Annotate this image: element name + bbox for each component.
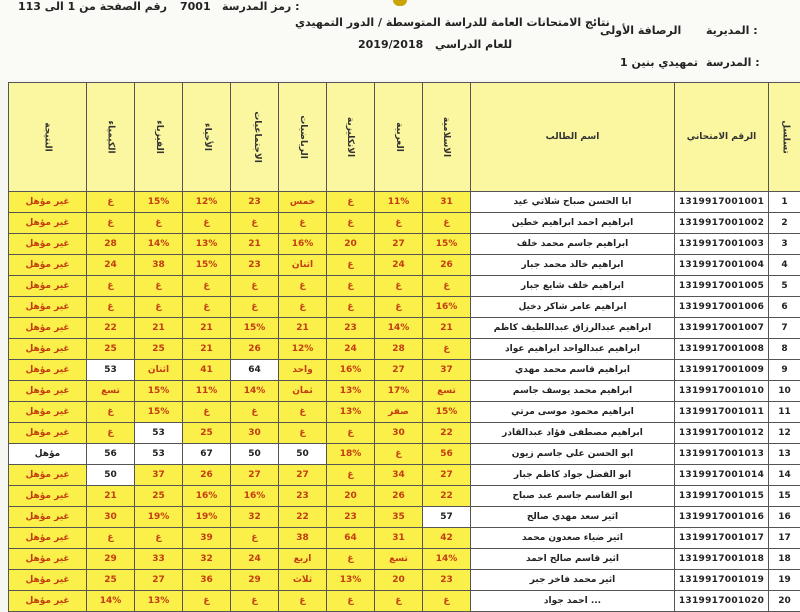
table-row [9,444,800,465]
col-header-name: اسم الطالب [471,83,675,192]
cell-result: مؤهل [9,444,87,465]
cell-chemistry: 21 [87,486,135,507]
cell-english: غ [327,255,375,276]
cell-math: 38 [279,528,327,549]
cell-exam-number: 1319917001014 [675,465,769,486]
cell-result: غير مؤهل [9,528,87,549]
cell-math: خمس [279,192,327,213]
cell-social: 16% [231,486,279,507]
cell-english: 20 [327,486,375,507]
cell-exam-number: 1319917001009 [675,360,769,381]
table-row [9,297,800,318]
table-row [9,192,800,213]
cell-chemistry: 56 [87,444,135,465]
cell-sequence: 12 [769,423,800,444]
table-row [9,339,800,360]
school-code: 7001 [180,0,211,13]
cell-student-name: اثير سعد مهدي صالح [471,507,675,528]
cell-biology: 11% [183,381,231,402]
cell-student-name: ابراهيم محمد يوسف جاسم [471,381,675,402]
cell-exam-number: 1319917001018 [675,549,769,570]
cell-math: 12% [279,339,327,360]
cell-social: غ [231,528,279,549]
col-header-english: الانكليزية [327,83,375,192]
cell-arabic: غ [375,297,423,318]
cell-arabic: غ [375,444,423,465]
cell-social: 30 [231,423,279,444]
col-header-islamic: الاسلامية [423,83,471,192]
cell-social: 29 [231,570,279,591]
cell-sequence: 9 [769,360,800,381]
table-header-row [9,83,800,192]
cell-exam-number: 1319917001010 [675,381,769,402]
cell-physics: 15% [135,402,183,423]
cell-biology: غ [183,591,231,612]
cell-sequence: 6 [769,297,800,318]
cell-student-name: ابراهيم قاسم محمد مهدي [471,360,675,381]
cell-english: غ [327,549,375,570]
cell-physics: 53 [135,423,183,444]
cell-sequence: 4 [769,255,800,276]
cell-arabic: 28 [375,339,423,360]
cell-sequence: 16 [769,507,800,528]
cell-math: 50 [279,444,327,465]
cell-social: غ [231,402,279,423]
cell-sequence: 17 [769,528,800,549]
table-row [9,507,800,528]
cell-exam-number: 1319917001020 [675,591,769,612]
cell-english: غ [327,297,375,318]
cell-math: ثمان [279,381,327,402]
table-row [9,213,800,234]
cell-math: غ [279,297,327,318]
cell-student-name: ابا الحسن صباح شلاتي عيد [471,192,675,213]
cell-physics: 25 [135,339,183,360]
cell-biology: 32 [183,549,231,570]
table-row [9,528,800,549]
school-label: المدرسة : [706,56,760,69]
cell-physics: غ [135,213,183,234]
cell-physics: غ [135,276,183,297]
cell-math: اربع [279,549,327,570]
table-row [9,591,800,612]
cell-physics: 27 [135,570,183,591]
cell-biology: 16% [183,486,231,507]
cell-biology: غ [183,402,231,423]
results-table [8,82,800,612]
cell-result: غير مؤهل [9,570,87,591]
cell-arabic: 31 [375,528,423,549]
cell-physics: 37 [135,465,183,486]
cell-physics: 15% [135,381,183,402]
cell-sequence: 20 [769,591,800,612]
cell-student-name: اثير ضياء صعدون محمد [471,528,675,549]
cell-arabic: 24 [375,255,423,276]
cell-islamic: 21 [423,318,471,339]
ministry-logo-icon [393,0,407,6]
cell-english: 23 [327,507,375,528]
cell-social: غ [231,213,279,234]
cell-islamic: 16% [423,297,471,318]
cell-chemistry: تسع [87,381,135,402]
cell-biology: 21 [183,318,231,339]
cell-biology: غ [183,213,231,234]
cell-arabic: غ [375,276,423,297]
cell-student-name: ابو الحسن علي جاسم زيون [471,444,675,465]
cell-biology: 21 [183,339,231,360]
cell-biology: 25 [183,423,231,444]
cell-social: 27 [231,465,279,486]
cell-result: غير مؤهل [9,507,87,528]
cell-chemistry: غ [87,276,135,297]
cell-islamic: 15% [423,402,471,423]
cell-english: 24 [327,339,375,360]
cell-biology: 12% [183,192,231,213]
cell-result: غير مؤهل [9,276,87,297]
col-header-chemistry: الكيمياء [87,83,135,192]
cell-chemistry: غ [87,192,135,213]
cell-social: غ [231,276,279,297]
cell-arabic: 26 [375,486,423,507]
academic-year-label: للعام الدراسي [435,38,512,51]
cell-islamic: غ [423,276,471,297]
cell-physics: 14% [135,234,183,255]
cell-student-name: اثير محمد فاخر جبر [471,570,675,591]
cell-islamic: غ [423,339,471,360]
cell-arabic: 17% [375,381,423,402]
cell-biology: 13% [183,234,231,255]
cell-math: واحد [279,360,327,381]
cell-chemistry: 22 [87,318,135,339]
cell-physics: 13% [135,591,183,612]
table-row [9,549,800,570]
cell-chemistry: غ [87,297,135,318]
table-row [9,255,800,276]
cell-physics: 33 [135,549,183,570]
cell-exam-number: 1319917001002 [675,213,769,234]
cell-english: غ [327,465,375,486]
table-row [9,402,800,423]
cell-physics: 21 [135,318,183,339]
cell-result: غير مؤهل [9,465,87,486]
cell-exam-number: 1319917001004 [675,255,769,276]
cell-sequence: 13 [769,444,800,465]
cell-chemistry: 30 [87,507,135,528]
cell-english: 16% [327,360,375,381]
cell-islamic: 22 [423,423,471,444]
cell-exam-number: 1319917001012 [675,423,769,444]
cell-result: غير مؤهل [9,213,87,234]
col-header-exam-no: الرقم الامتحاني [675,83,769,192]
cell-biology: 41 [183,360,231,381]
table-row [9,423,800,444]
cell-exam-number: 1319917001011 [675,402,769,423]
cell-math: اثنان [279,255,327,276]
cell-english: 18% [327,444,375,465]
cell-chemistry: 24 [87,255,135,276]
cell-islamic: تسع [423,381,471,402]
cell-arabic: صفر [375,402,423,423]
cell-biology: 19% [183,507,231,528]
cell-physics: 53 [135,444,183,465]
cell-result: غير مؤهل [9,381,87,402]
cell-chemistry: 25 [87,339,135,360]
cell-social: 15% [231,318,279,339]
cell-social: 24 [231,549,279,570]
table-body [9,192,800,612]
directorate-label: المديرية : [706,24,758,37]
cell-student-name: ابراهيم جاسم محمد خلف [471,234,675,255]
school-code-label: رمز المدرسة : [222,0,300,13]
cell-math: 23 [279,486,327,507]
col-header-result: النتيجة [9,83,87,192]
col-header-social: الاجتماعيات [231,83,279,192]
cell-result: غير مؤهل [9,591,87,612]
cell-islamic: 15% [423,234,471,255]
cell-arabic: 14% [375,318,423,339]
cell-student-name: ابراهيم محمود موسى مرتي [471,402,675,423]
cell-sequence: 15 [769,486,800,507]
cell-math: 21 [279,318,327,339]
cell-math: غ [279,423,327,444]
cell-exam-number: 1319917001001 [675,192,769,213]
cell-sequence: 18 [769,549,800,570]
cell-biology: 67 [183,444,231,465]
cell-exam-number: 1319917001017 [675,528,769,549]
cell-biology: 39 [183,528,231,549]
cell-english: 13% [327,570,375,591]
cell-arabic: غ [375,591,423,612]
cell-chemistry: 29 [87,549,135,570]
cell-physics: 38 [135,255,183,276]
cell-islamic: غ [423,591,471,612]
cell-islamic: 56 [423,444,471,465]
cell-student-name: ابراهيم عامر شاكر دخيل [471,297,675,318]
cell-result: غير مؤهل [9,402,87,423]
cell-exam-number: 1319917001007 [675,318,769,339]
table-row [9,360,800,381]
cell-physics: اثنان [135,360,183,381]
cell-islamic: 31 [423,192,471,213]
cell-sequence: 3 [769,234,800,255]
cell-sequence: 2 [769,213,800,234]
cell-math: غ [279,591,327,612]
col-header-biology: الأحياء [183,83,231,192]
cell-math: غ [279,213,327,234]
cell-sequence: 10 [769,381,800,402]
cell-chemistry: 25 [87,570,135,591]
table-row [9,570,800,591]
cell-physics: 25 [135,486,183,507]
col-header-seq: تسلسل [769,83,800,192]
cell-student-name: ابراهيم مصطفى فؤاد عبدالقادر [471,423,675,444]
report-header [0,0,800,80]
cell-arabic: 11% [375,192,423,213]
cell-sequence: 1 [769,192,800,213]
cell-islamic: غ [423,213,471,234]
cell-chemistry: 50 [87,465,135,486]
page-range-label: رقم الصفحة من 1 الى 113 [18,0,167,13]
cell-chemistry: 14% [87,591,135,612]
cell-arabic: 30 [375,423,423,444]
cell-english: 20 [327,234,375,255]
cell-physics: غ [135,528,183,549]
cell-result: غير مؤهل [9,423,87,444]
cell-social: 23 [231,192,279,213]
cell-physics: 15% [135,192,183,213]
cell-result: غير مؤهل [9,339,87,360]
table-row [9,276,800,297]
cell-student-name: ابراهيم عبدالواحد ابراهيم عواد [471,339,675,360]
cell-biology: غ [183,297,231,318]
cell-result: غير مؤهل [9,255,87,276]
cell-arabic: تسع [375,549,423,570]
cell-islamic: 42 [423,528,471,549]
cell-result: غير مؤهل [9,192,87,213]
cell-student-name: ابراهيم عبدالرزاق عبداللطيف كاظم [471,318,675,339]
cell-exam-number: 1319917001015 [675,486,769,507]
cell-islamic: 57 [423,507,471,528]
cell-islamic: 26 [423,255,471,276]
cell-sequence: 19 [769,570,800,591]
table-row [9,381,800,402]
cell-exam-number: 1319917001005 [675,276,769,297]
cell-chemistry: غ [87,213,135,234]
cell-arabic: 35 [375,507,423,528]
cell-student-name: ابراهيم احمد ابراهيم خطين [471,213,675,234]
cell-social: 26 [231,339,279,360]
cell-islamic: 14% [423,549,471,570]
cell-islamic: 23 [423,570,471,591]
cell-islamic: 37 [423,360,471,381]
cell-social: غ [231,591,279,612]
cell-english: غ [327,276,375,297]
col-header-physics: الفيزياء [135,83,183,192]
cell-english: غ [327,192,375,213]
cell-arabic: 34 [375,465,423,486]
cell-student-name: احمد جواد ... [471,591,675,612]
cell-islamic: 27 [423,465,471,486]
cell-arabic: غ [375,213,423,234]
cell-result: غير مؤهل [9,297,87,318]
report-title: نتائج الامتحانات العامة للدراسة المتوسطة / الدور التمهيدي [295,16,610,29]
cell-english: 13% [327,402,375,423]
school-name: تمهيدي بنين 1 [620,56,698,69]
cell-result: غير مؤهل [9,360,87,381]
cell-student-name: ابو الفضل جواد كاظم جبار [471,465,675,486]
cell-exam-number: 1319917001016 [675,507,769,528]
cell-chemistry: غ [87,423,135,444]
cell-math: 16% [279,234,327,255]
cell-math: غ [279,402,327,423]
cell-english: غ [327,423,375,444]
cell-exam-number: 1319917001006 [675,297,769,318]
cell-math: غ [279,276,327,297]
cell-exam-number: 1319917001019 [675,570,769,591]
cell-sequence: 5 [769,276,800,297]
cell-chemistry: 28 [87,234,135,255]
col-header-math: الرياضيات [279,83,327,192]
cell-biology: غ [183,276,231,297]
cell-arabic: 27 [375,234,423,255]
cell-sequence: 11 [769,402,800,423]
cell-english: غ [327,213,375,234]
cell-chemistry: غ [87,528,135,549]
cell-student-name: اثير قاسم صالح احمد [471,549,675,570]
cell-student-name: ابراهيم خالد محمد جبار [471,255,675,276]
academic-year: 2019/2018 [358,38,423,51]
cell-math: 27 [279,465,327,486]
cell-exam-number: 1319917001013 [675,444,769,465]
cell-english: 23 [327,318,375,339]
cell-english: غ [327,591,375,612]
cell-exam-number: 1319917001008 [675,339,769,360]
cell-islamic: 22 [423,486,471,507]
cell-sequence: 7 [769,318,800,339]
cell-english: 64 [327,528,375,549]
cell-result: غير مؤهل [9,318,87,339]
cell-english: 13% [327,381,375,402]
cell-biology: 26 [183,465,231,486]
cell-sequence: 8 [769,339,800,360]
cell-student-name: ابو القاسم جاسم عبد صباح [471,486,675,507]
cell-result: غير مؤهل [9,486,87,507]
cell-social: غ [231,297,279,318]
cell-physics: غ [135,297,183,318]
cell-math: 22 [279,507,327,528]
cell-exam-number: 1319917001003 [675,234,769,255]
cell-student-name: ابراهيم خلف شايع جبار [471,276,675,297]
directorate-name: الرصافة الأولى [600,24,681,37]
cell-biology: 15% [183,255,231,276]
cell-chemistry: 53 [87,360,135,381]
cell-result: غير مؤهل [9,549,87,570]
cell-social: 21 [231,234,279,255]
cell-social: 32 [231,507,279,528]
table-row [9,234,800,255]
table-row [9,486,800,507]
cell-result: غير مؤهل [9,234,87,255]
cell-social: 64 [231,360,279,381]
cell-math: ثلاث [279,570,327,591]
table-row [9,465,800,486]
cell-arabic: 20 [375,570,423,591]
cell-arabic: 27 [375,360,423,381]
cell-biology: 36 [183,570,231,591]
cell-sequence: 14 [769,465,800,486]
table-row [9,318,800,339]
col-header-arabic: العربية [375,83,423,192]
cell-social: 23 [231,255,279,276]
cell-social: 50 [231,444,279,465]
cell-chemistry: غ [87,402,135,423]
cell-physics: 19% [135,507,183,528]
cell-social: 14% [231,381,279,402]
